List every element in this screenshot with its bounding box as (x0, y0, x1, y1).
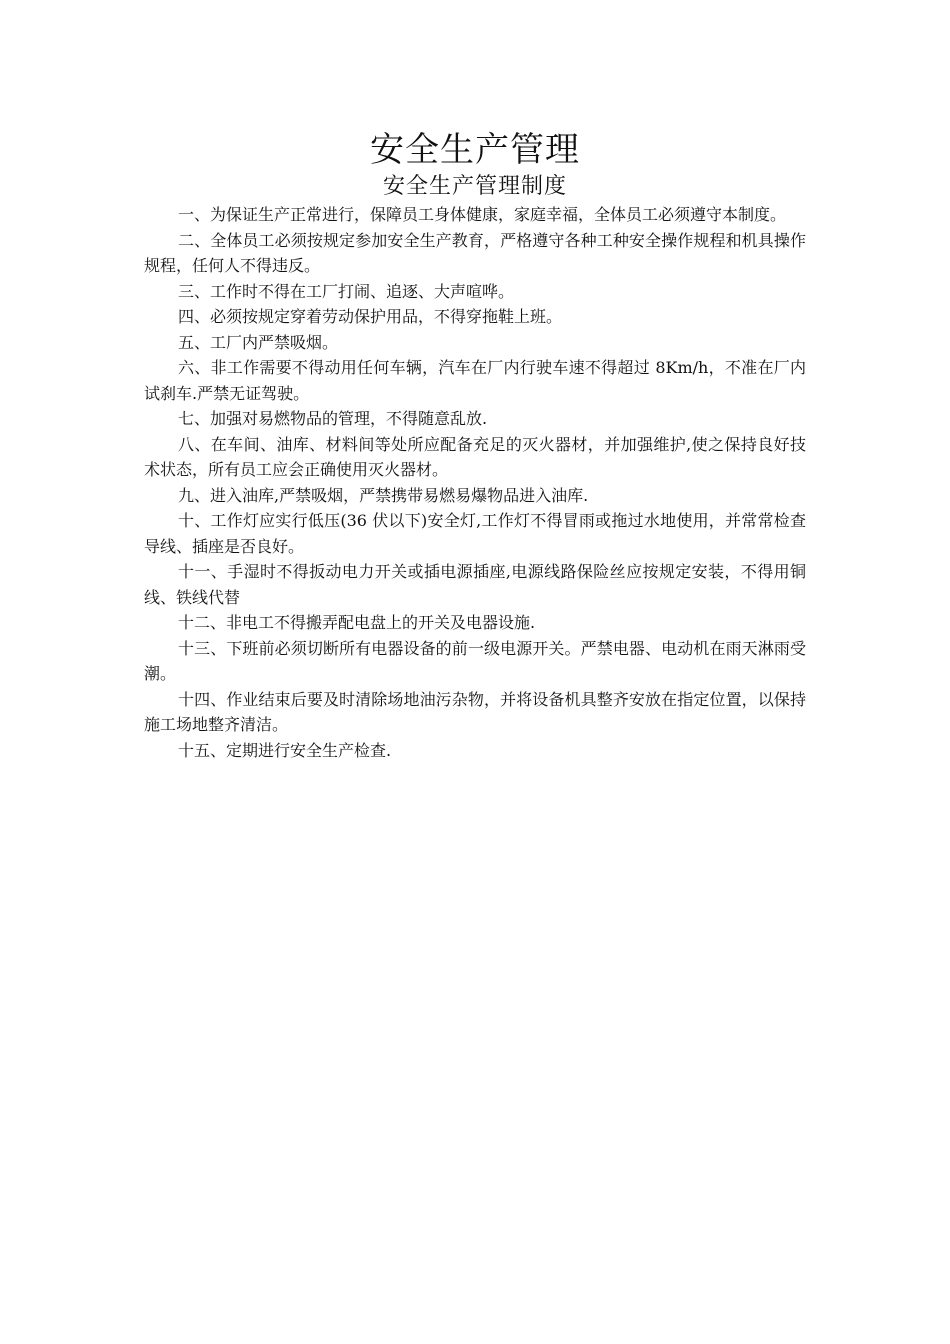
rule-item-1: 一、为保证生产正常进行，保障员工身体健康，家庭幸福，全体员工必须遵守本制度。 (178, 205, 787, 224)
rule-item-7: 七、加强对易燃物品的管理，不得随意乱放. (178, 409, 488, 428)
rule-item-3: 三、工作时不得在工厂打闹、追逐、大声喧哗。 (178, 281, 515, 301)
rule-item-8: 八、在车间、油库、材料间等处所应配备充足的灭火器材，并加强维护,使之保持良好技术状态，所有员工应会正确使用灭火器材。 (144, 434, 806, 479)
document-subtitle: 安全生产管理制度 (382, 174, 567, 199)
rule-item-12: 十二、非电工不得搬弄配电盘上的开关及电器设施. (178, 613, 536, 632)
rule-item-14: 十四、作业结束后要及时清除场地油污杂物，并将设备机具整齐安放在指定位置，以保持施工场地整齐清洁。 (144, 689, 806, 734)
rule-item-10: 十、工作灯应实行低压(36 伏以下)安全灯,工作灯不得冒雨或拖过水地使用，并常常检查导线、插座是否良好。 (144, 511, 806, 556)
document-body (144, 128, 806, 763)
rule-item-13: 十三、下班前必须切断所有电器设备的前一级电源开关。严禁电器、电动机在雨天淋雨受潮。 (144, 638, 806, 683)
rule-item-15: 十五、定期进行安全生产检查. (178, 740, 392, 760)
rule-item-6: 六、非工作需要不得动用任何车辆，汽车在厂内行驶车速不得超过 8Km/h，不准在厂内试刹车.严禁无证驾驶。 (144, 358, 806, 403)
document-title: 安全生产管理 (370, 130, 580, 170)
rules-list (144, 202, 806, 763)
rule-item-11: 十一、手湿时不得扳动电力开关或插电源插座,电源线路保险丝应按规定安装，不得用铜线、铁线代替 (144, 562, 806, 607)
rule-item-2: 二、全体员工必须按规定参加安全生产教育，严格遵守各种工种安全操作规程和机具操作规程，任何人不得违反。 (144, 230, 806, 275)
rule-item-5: 五、工厂内严禁吸烟。 (178, 332, 339, 352)
rule-item-9: 九、进入油库,严禁吸烟，严禁携带易燃易爆物品进入油库. (178, 485, 589, 505)
rule-item-4: 四、必须按规定穿着劳动保护用品，不得穿拖鞋上班。 (178, 307, 563, 326)
